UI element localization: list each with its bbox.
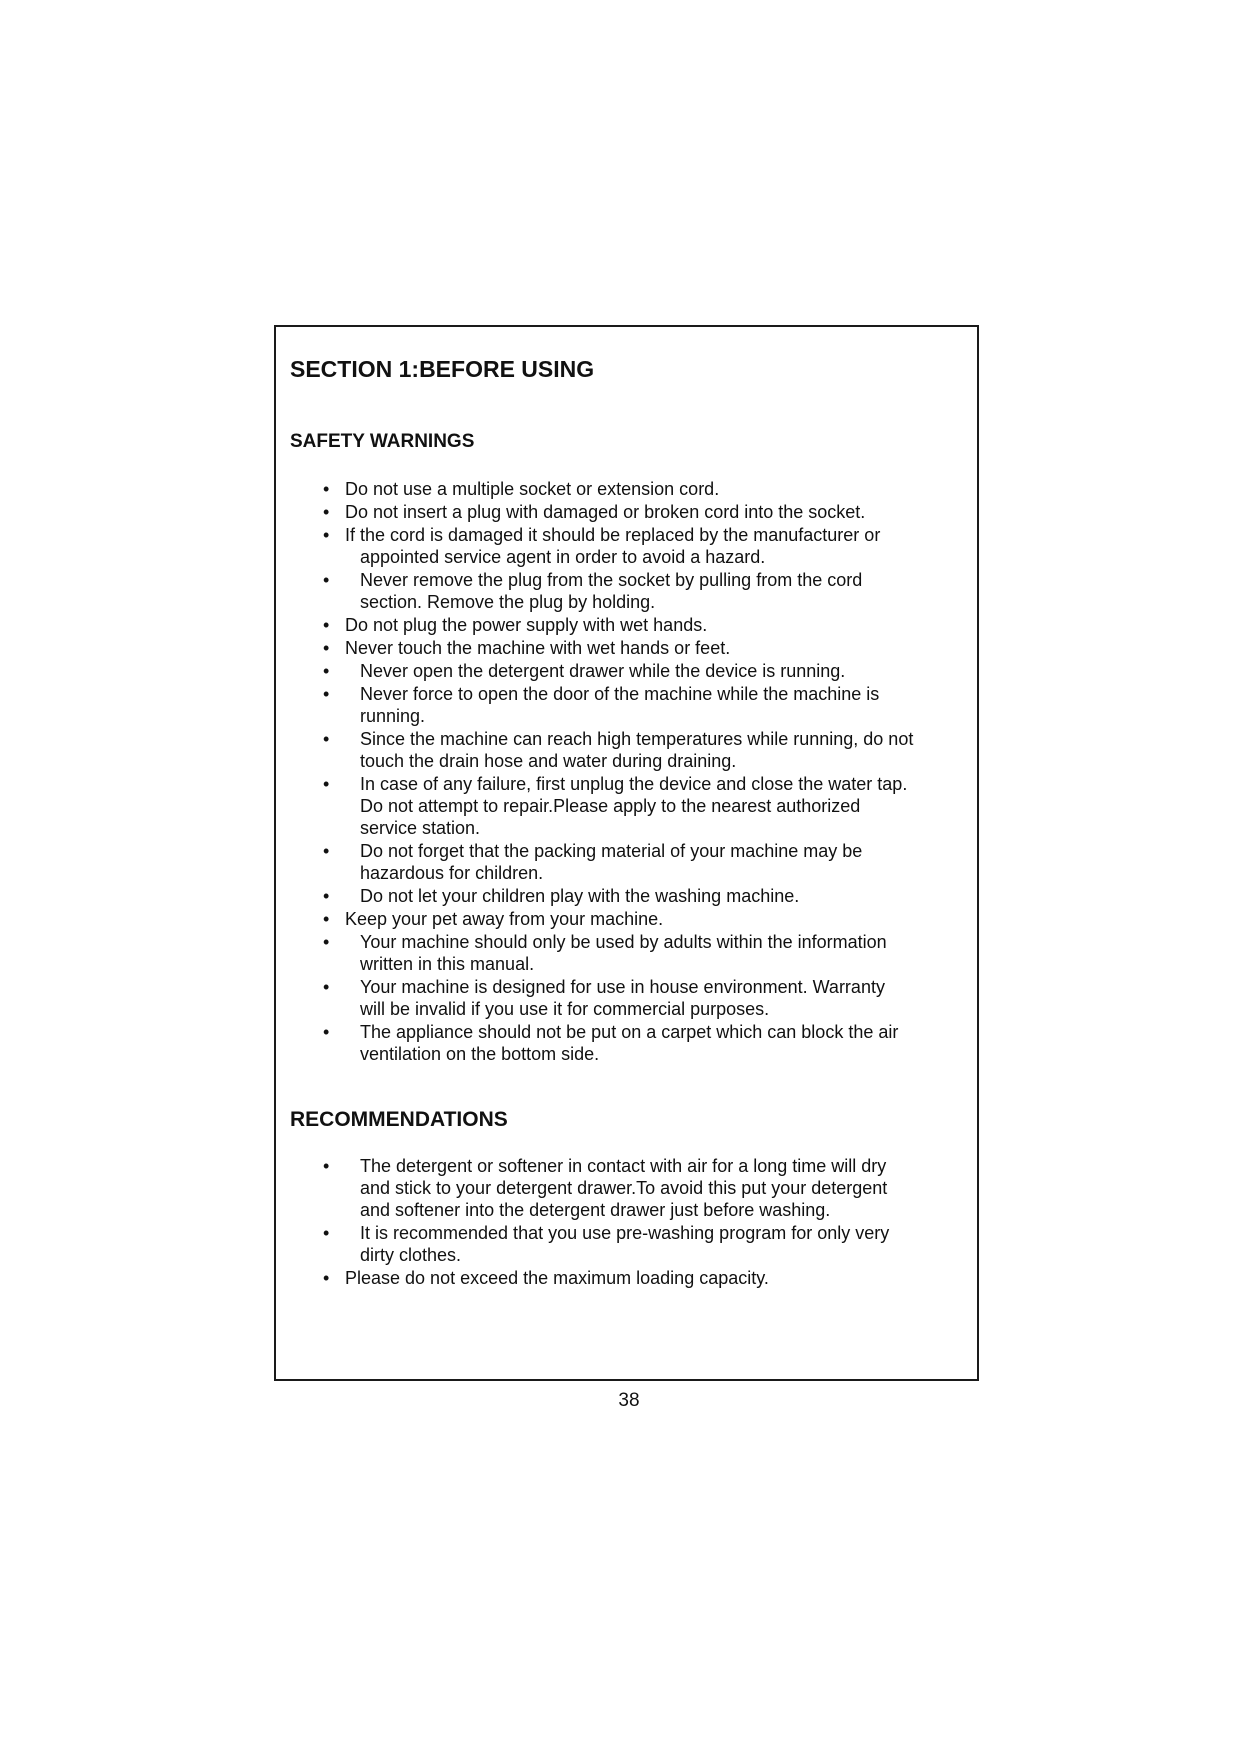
bullet-icon: • [323,479,330,499]
list-item-text: Do not insert a plug with damaged or broken cord into the socket. [345,502,866,522]
list-item-text: Do not plug the power supply with wet hands. [345,615,708,635]
page-number: 38 [618,1390,640,1411]
list-item-text: Do not use a multiple socket or extension cord. [345,479,720,499]
bullet-icon: • [323,525,330,545]
bullet-icon: • [323,932,330,952]
list-item-text: Do not let your children play with the washing machine. [360,886,800,906]
safety-warnings-list [0,478,1241,1065]
list-item-text: dirty clothes. [360,1245,462,1265]
list-item-text: Please do not exceed the maximum loading capacity. [345,1268,769,1288]
list-item-text: Keep your pet away from your machine. [345,909,664,929]
bullet-icon: • [323,729,330,749]
bullet-icon: • [323,841,330,861]
list-item-text: It is recommended that you use pre-washing program for only very [360,1223,890,1243]
list-item-text: running. [360,706,426,726]
list-item-text: section. Remove the plug by holding. [360,592,656,612]
recommendations-list [0,1155,1241,1289]
list-item [0,614,1241,636]
list-item [0,1267,1241,1289]
bullet-icon: • [323,886,330,906]
list-item [0,931,1241,975]
list-item-text: and stick to your detergent drawer.To avoid this put your detergent [360,1178,888,1198]
list-item [0,478,1241,500]
bullet-icon: • [323,1268,330,1288]
bullet-icon: • [323,977,330,997]
list-item-text: Your machine should only be used by adults within the information [360,932,887,952]
list-item-text: hazardous for children. [360,863,544,883]
recommendations-heading: RECOMMENDATIONS [290,1108,508,1131]
list-item-text: Do not forget that the packing material of your machine may be [360,841,863,861]
list-item [0,683,1241,727]
list-item-text: Never remove the plug from the socket by pulling from the cord [360,570,863,590]
list-item-text: The detergent or softener in contact with air for a long time will dry [360,1156,887,1176]
bullet-icon: • [323,684,330,704]
list-item-text: touch the drain hose and water during draining. [360,751,737,771]
list-item-text: will be invalid if you use it for commercial purposes. [360,999,770,1019]
list-item [0,637,1241,659]
list-item-text: Never open the detergent drawer while the device is running. [360,661,846,681]
bullet-icon: • [323,661,330,681]
safety-warnings-heading: SAFETY WARNINGS [290,431,475,452]
bullet-icon: • [323,909,330,929]
list-item-text: If the cord is damaged it should be replaced by the manufacturer or [345,525,881,545]
bullet-icon: • [323,1156,330,1176]
list-item-text: appointed service agent in order to avoid a hazard. [360,547,766,567]
list-item-text: service station. [360,818,481,838]
list-item-text: Your machine is designed for use in house environment. Warranty [360,977,885,997]
bullet-icon: • [323,570,330,590]
list-item-text: In case of any failure, first unplug the device and close the water tap. [360,774,908,794]
list-item [0,728,1241,772]
bullet-icon: • [323,615,330,635]
section-title: SECTION 1:BEFORE USING [290,356,595,382]
list-item-text: written in this manual. [360,954,535,974]
list-item-text: The appliance should not be put on a carpet which can block the air [360,1022,899,1042]
bullet-icon: • [323,502,330,522]
list-item [0,524,1241,568]
list-item-text: Since the machine can reach high temperatures while running, do not [360,729,914,749]
bullet-icon: • [323,774,330,794]
bullet-icon: • [323,1022,330,1042]
list-item [0,885,1241,907]
list-item-text: and softener into the detergent drawer just before washing. [360,1200,831,1220]
list-item [0,1222,1241,1266]
list-item [0,660,1241,682]
list-item [0,773,1241,839]
bullet-icon: • [323,638,330,658]
list-item [0,908,1241,930]
list-item [0,1155,1241,1221]
list-item [0,840,1241,884]
list-item [0,976,1241,1020]
list-item [0,1021,1241,1065]
list-item-text: Never force to open the door of the machine while the machine is [360,684,880,704]
bullet-icon: • [323,1223,330,1243]
list-item-text: Never touch the machine with wet hands or feet. [345,638,731,658]
list-item [0,569,1241,613]
list-item [0,501,1241,523]
list-item-text: ventilation on the bottom side. [360,1044,600,1064]
list-item-text: Do not attempt to repair.Please apply to the nearest authorized [360,796,861,816]
